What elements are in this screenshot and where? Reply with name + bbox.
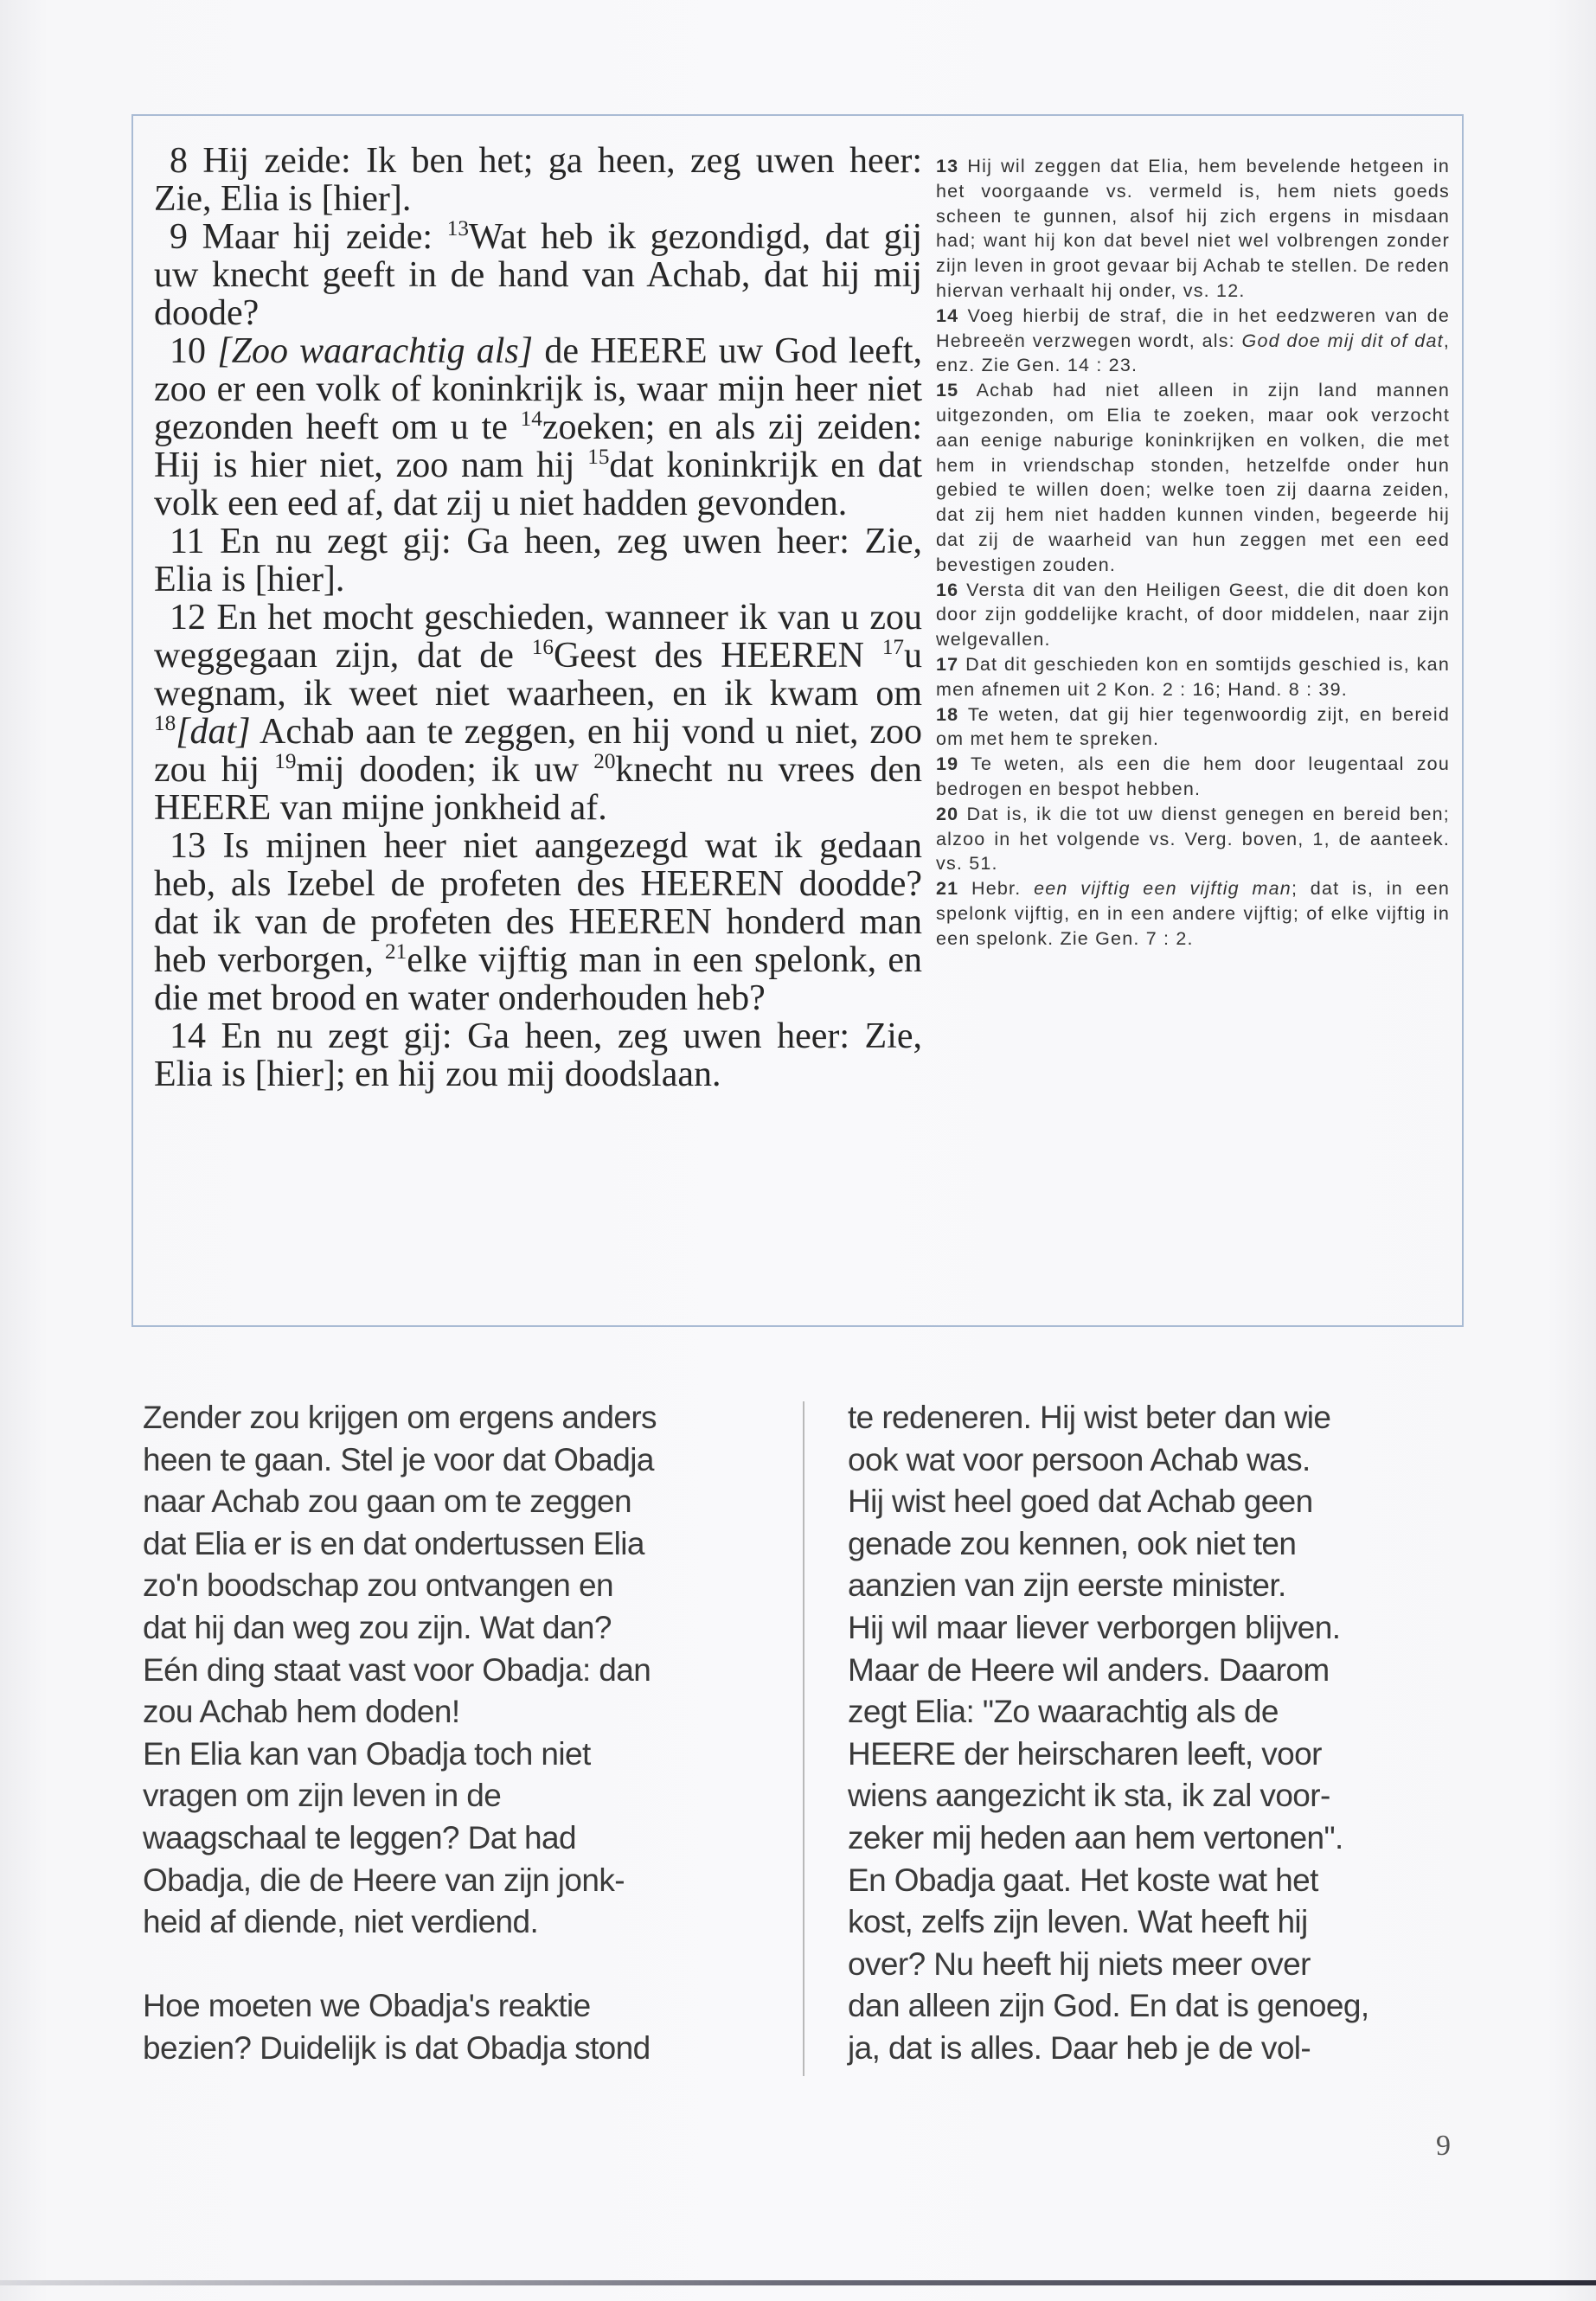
footnote-14: 14 Voeg hierbij de straf, die in het eedzweren van de Hebreeën verzwegen wordt, als: God doe mij dit of dat, enz. Zie Gen. 14 : 23. (936, 304, 1450, 376)
note-ref-18: 18 (154, 712, 176, 735)
footnote-21: 21 Hebr. een vijftig een vijftig man; dat is, in een spelonk vijftig, en in een andere vijftig; of elke vijftig in een spelonk. Zie Gen. 7 : 2. (936, 878, 1451, 949)
commentary-line: En Elia kan van Obadja toch niet (143, 1735, 591, 1772)
commentary-line: bezien? Duidelijk is dat Obadja stond (143, 2029, 651, 2066)
commentary-line: zeker mij heden aan hem vertonen". (848, 1819, 1343, 1856)
footnote-17: 17 Dat dit geschieden kon en somtijds geschied is, kan men afnemen uit 2 Kon. 2 : 16; Hand. 8 : 39. (936, 653, 1450, 700)
commentary-line: heen te gaan. Stel je voor dat Obadja (143, 1441, 654, 1477)
commentary-line: vragen om zijn leven in de (143, 1778, 502, 1814)
commentary-line: te redeneren. Hij wist beter dan wie (848, 1400, 1331, 1435)
note-ref-16: 16 (531, 636, 554, 659)
footnote-16: 16 Versta dit van den Heiligen Geest, die dit doen kon door zijn goddelijke kracht, of door middelen, naar zijn welgevallen. (936, 579, 1450, 651)
commentary-line: dat Elia er is en dat ondertussen Elia (143, 1525, 644, 1561)
commentary-line: ja, dat is alles. Daar heb je de vol- (848, 2029, 1311, 2066)
commentary-line: zegt Elia: "Zo waarachtig als de (848, 1694, 1279, 1730)
commentary-line: ook wat voor persoon Achab was. (848, 1441, 1311, 1477)
commentary-line: zo'n boodschap zou ontvangen en (143, 1567, 613, 1604)
footnote-18: 18 Te weten, dat gij hier tegenwoordig zijt, en bereid om met hem te spreken. (936, 703, 1450, 750)
note-ref-20: 20 (593, 750, 616, 773)
commentary-line: over? Nu heeft hij niets meer over (848, 1945, 1311, 1982)
commentary-line: Hij wist heel goed dat Achab geen (848, 1484, 1313, 1520)
verse-12: 12 En het mocht geschieden, wanneer ik van u zou weggegaan zijn, dat de $^{16}$Geest des HEEREN $^{17}$u wegnam, ik weet niet waarheen, en ik kwam om $^{18}$[dat] Achab aan te zeggen, en hij vond u niet, zoo zou hij $^{19}$mij dooden; ik uw $^{20}$knecht nu vrees den HEERE van mijne jonkheid af. (154, 598, 922, 828)
verse-14: 14 En nu zegt gij: Ga heen, zeg uwen heer: Zie, Elia is [hier]; en hij zou mij doodslaan. (154, 1016, 923, 1094)
commentary-line: zou Achab hem doden! (143, 1694, 460, 1730)
commentary-line: Maar de Heere wil anders. Daarom (848, 1651, 1330, 1688)
paragraph-gap (143, 1944, 774, 1986)
commentary-line: Hij wil maar liever verborgen blijven. (848, 1609, 1341, 1645)
commentary-line: Obadja, die de Heere van zijn jonk- (143, 1862, 625, 1898)
commentary-right-column (848, 1397, 1479, 2070)
note-ref-13: 13 (446, 217, 469, 240)
commentary-line: kost, zelfs zijn leven. Wat heeft hij (848, 1904, 1308, 1940)
footnote-19: 19 Te weten, als een die hem door leugentaal zou bedrogen en bespot hebben. (936, 753, 1450, 799)
footnotes-column (936, 154, 1450, 952)
commentary-line: dat hij dan weg zou zijn. Wat dan? (143, 1609, 612, 1645)
note-ref-15: 15 (587, 445, 610, 469)
verse-8: 8 Hij zeide: Ik ben het; ga heen, zeg uwen heer: Zie, Elia is [hier]. (154, 141, 922, 219)
footnote-13: 13 Hij wil zeggen dat Elia, hem bevelende hetgeen in het voorgaande vs. vermeld is, hem niets goeds scheen te gunnen, alsof hij zich ergens in misdaan had; want hij kon dat bevel niet wel volbrengen zonder zijn leven in groot gevaar bij Achab te stellen. De reden hiervan verhaalt hij onder, vs. 12. (936, 156, 1450, 301)
verse-11: 11 En nu zegt gij: Ga heen, zeg uwen heer: Zie, Elia is [hier]. (154, 522, 923, 599)
commentary-line: waagschaal te leggen? Dat had (143, 1819, 576, 1856)
commentary-line: HEERE der heirscharen leeft, voor (848, 1735, 1322, 1772)
verse-9: 9 Maar hij zeide: $^{13}$Wat heb ik gezondigd, dat gij uw knecht geeft in de hand van Achab, dat hij mij doode? (154, 217, 923, 333)
column-divider (803, 1401, 804, 2076)
commentary-line: genade zou kennen, ook niet ten (848, 1525, 1297, 1561)
commentary-line: Eén ding staat vast voor Obadja: dan (143, 1651, 651, 1688)
note-ref-14: 14 (520, 407, 542, 431)
note-ref-17: 17 (881, 636, 904, 659)
commentary-line: Hoe moeten we Obadja's reaktie (143, 1988, 591, 2024)
footnote-20: 20 Dat is, ik die tot uw dienst genegen en bereid ben; alzoo in het volgende vs. Verg. boven, 1, de aanteek. vs. 51. (936, 803, 1450, 875)
page-bottom-edge (0, 2280, 1596, 2285)
commentary-line: naar Achab zou gaan om te zeggen (143, 1484, 632, 1520)
commentary-line: En Obadja gaat. Het koste wat het (848, 1862, 1318, 1898)
bible-text-column (154, 142, 922, 1093)
bible-passage-box (131, 114, 1464, 1327)
commentary-line: wiens aangezicht ik sta, ik zal voor- (848, 1778, 1330, 1814)
commentary-line: heid af diende, niet verdiend. (143, 1904, 539, 1940)
verse-13: 13 Is mijnen heer niet aangezegd wat ik gedaan heb, als Izebel de profeten des HEEREN doodde? dat ik van de profeten des HEEREN honderd man heb verborgen, $^{21}$elke vijftig man in een spelonk, en die met brood en water onderhouden heb? (154, 826, 923, 1018)
page-number: 9 (1436, 2130, 1451, 2162)
commentary-line: Zender zou krijgen om ergens anders (143, 1400, 657, 1435)
footnote-15: 15 Achab had niet alleen in zijn land mannen uitgezonden, om Elia te zoeken, maar ook verzocht aan eenige naburige koninkrijken en volken, die met hem in vriendschap stonden, hetzelfde onder hun gebied te willen doen; welke toen zij daarna zeiden, dat zij hem niet hadden kunnen vinden, begeerde hij dat zij de waarheid van hun zeggen met een eed bevestigen zouden. (936, 380, 1450, 575)
note-ref-19: 19 (274, 750, 297, 773)
commentary-line: dan alleen zijn God. En dat is genoeg, (848, 1988, 1369, 2024)
note-ref-21: 21 (385, 940, 407, 964)
commentary-left-column (143, 1397, 774, 2070)
commentary-line: aanzien van zijn eerste minister. (848, 1567, 1286, 1604)
verse-10: 10 [Zoo waarachtig als] de HEERE uw God leeft, zoo er een volk of koninkrijk is, waar mijn heer niet gezonden heeft om u te $^{14}$zoeken; en als zij zeiden: Hij is hier niet, zoo nam hij $^{15}$dat koninkrijk en dat volk een eed af, dat zij u niet hadden gevonden. (154, 331, 923, 523)
